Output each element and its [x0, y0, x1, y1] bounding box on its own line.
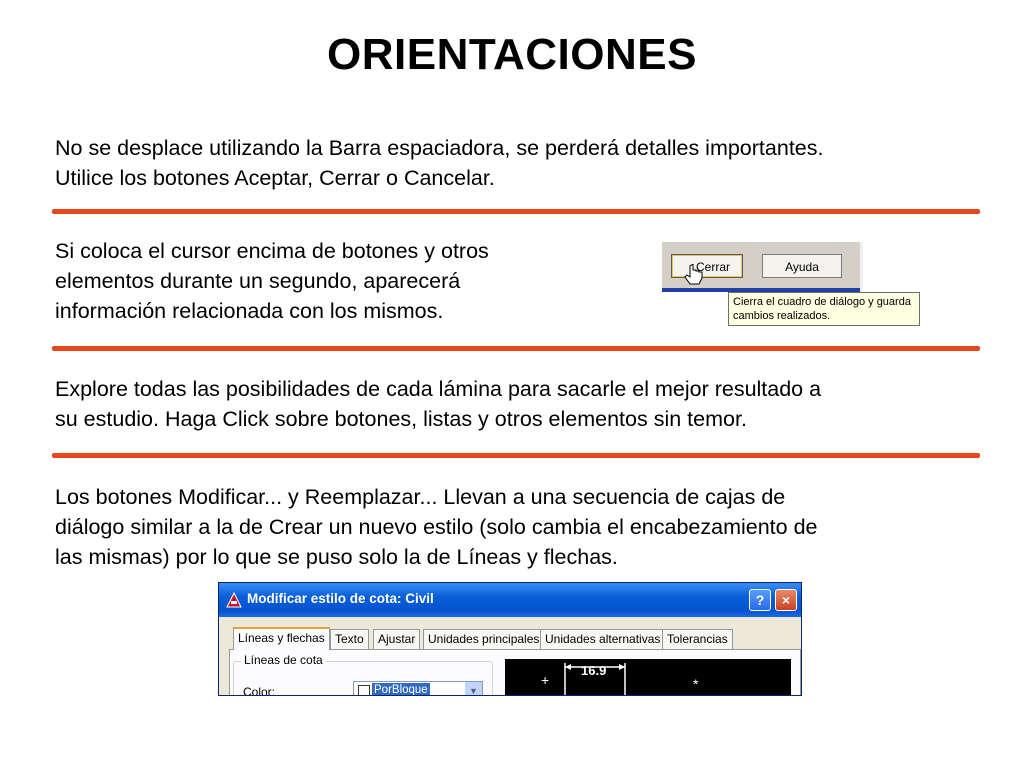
- tooltip-line: Cierra el cuadro de diálogo y guarda: [733, 296, 911, 308]
- paragraph-line: elementos durante un segundo, aparecerá: [55, 269, 461, 293]
- svg-text:+: +: [541, 672, 550, 688]
- paragraph-tooltips: [55, 236, 489, 326]
- slide-title: ORIENTACIONES: [327, 30, 697, 79]
- tab-ajustar[interactable]: Ajustar: [373, 629, 420, 649]
- dimension-preview: [505, 659, 791, 696]
- dialog-title: Modificar estilo de cota: Civil: [247, 591, 434, 606]
- hand-cursor-icon: [684, 264, 704, 288]
- tab-lineas-y-flechas[interactable]: Líneas y flechas: [233, 627, 330, 650]
- paragraph-line: Los botones Modificar... y Reemplazar... Llevan a una secuencia de cajas de: [55, 485, 786, 509]
- dialog-titlebar[interactable]: [219, 583, 802, 617]
- help-button[interactable]: Ayuda: [762, 254, 842, 278]
- divider: [52, 453, 980, 458]
- divider: [52, 346, 980, 351]
- paragraph-line: las mismas) por lo que se puso solo la de Líneas y flechas.: [55, 545, 618, 569]
- paragraph-line: diálogo similar a la de Crear un nuevo estilo (solo cambia el encabezamiento de: [55, 515, 818, 539]
- paragraph-line: Utilice los botones Aceptar, Cerrar o Cancelar.: [55, 166, 495, 190]
- preview-dimension-value: 16.9: [581, 663, 607, 678]
- tooltip-line: cambios realizados.: [733, 310, 831, 322]
- close-icon[interactable]: ×: [775, 589, 797, 611]
- paragraph-line: Explore todas las posibilidades de cada lámina para sacarle el mejor resultado a: [55, 377, 822, 401]
- button-bar: [662, 242, 863, 292]
- group-label: Líneas de cota: [241, 653, 326, 667]
- chevron-down-icon[interactable]: ▼: [465, 682, 482, 696]
- paragraph-line: información relacionada con los mismos.: [55, 299, 444, 323]
- tooltip: [728, 292, 920, 326]
- help-icon[interactable]: ?: [749, 589, 771, 611]
- color-label: Color:: [243, 685, 276, 696]
- color-select-value: PorBloque: [374, 684, 428, 696]
- close-button[interactable]: Cerrar: [671, 254, 743, 278]
- paragraph-line: No se desplace utilizando la Barra espaciadora, se perderá detalles importantes.: [55, 136, 824, 160]
- preview-drawing: [505, 659, 791, 696]
- tab-unidades-alternativas[interactable]: Unidades alternativas: [540, 629, 665, 649]
- autocad-icon: [225, 591, 243, 609]
- divider: [52, 209, 980, 214]
- color-swatch: [358, 685, 370, 696]
- paragraph-modify: [55, 482, 817, 572]
- paragraph-line: Si coloca el cursor encima de botones y otros: [55, 239, 489, 263]
- svg-text:*: *: [693, 676, 699, 692]
- paragraph-line: su estudio. Haga Click sobre botones, listas y otros elementos sin temor.: [55, 407, 747, 431]
- tooltip-screenshot: [662, 242, 920, 326]
- tab-tolerancias[interactable]: Tolerancias: [662, 629, 733, 649]
- paragraph-navigation: [55, 133, 823, 193]
- tab-texto[interactable]: Texto: [330, 629, 369, 649]
- paragraph-explore: [55, 374, 821, 434]
- dimension-style-dialog: [218, 582, 802, 696]
- tab-unidades-principales[interactable]: Unidades principales: [423, 629, 544, 649]
- color-select[interactable]: [353, 681, 483, 696]
